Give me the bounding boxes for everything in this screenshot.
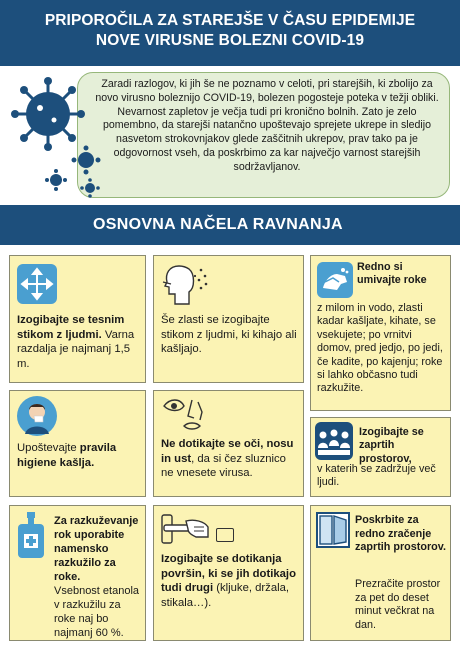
card-surfaces-bold: Izogibajte se dotikanja površin, ki se jih dotikajo tudi drugi (161, 553, 296, 594)
card-crowds-body (317, 463, 448, 490)
card-wash (310, 255, 451, 411)
card-wash-rest: z milom in vodo, zlasti kadar kašljate, kihate, se vsekujete; po vrnitvi domov, pred jedjo, po jedi, če kadite, po kajenju; roke si lahko občasno tudi razkužite. (317, 302, 443, 395)
card-distance (9, 255, 146, 383)
intro-text: Zaradi razlogov, ki jih še ne poznamo v celoti, pri starejših, ki zbolijo za novo virusno boleznijo COVID-19, bolezen pogosteje poteka v težji obliki. Nevarnost zapletov je večja tudi pri kronično bolnih. Zato je zelo pomembno, da starejši natančno upoštevajo sprejete ukrepe in sledijo nasvetom strokovnjakov glede zaščitnih ukrepov, prav tako pa je odgovornost vseh, da poskrbimo za kar največjo varnost starejših sodržavljanov. (95, 78, 439, 173)
card-crowds (310, 417, 451, 497)
card-ventilate (310, 505, 451, 641)
card-sanitizer-rest: Vsebnost etanola v razkužilu za roke naj bo najmanj 60 %. (54, 585, 140, 639)
section-title: OSNOVNA NAČELA RAVNANJA (0, 205, 460, 245)
card-ventilate-rest: Prezračite prostor za pet do deset minut večkrat na dan. (355, 578, 441, 631)
card-crowds-heading (359, 426, 448, 466)
hand-door-handle-icon (160, 513, 212, 545)
card-cough-bold: pravila higiene kašlja. (17, 442, 117, 469)
card-distance-rest: Varna razdalja je najmanj 1,5 m. (17, 328, 135, 370)
sanitizer-bottle-icon (16, 512, 46, 558)
card-sanitizer-heading (54, 514, 142, 584)
card-crowds-rest: v katerih se zadržuje več ljudi. (317, 463, 436, 489)
card-face (153, 390, 304, 497)
card-face-bold: Ne dotikajte se oči, nosu in ust (161, 438, 294, 465)
card-sneeze-rest: Še zlasti se izogibajte stikom z ljudmi, ki kihajo ali kašljajo. (161, 314, 297, 355)
card-ventilate-body (355, 578, 449, 632)
card-face-text (161, 437, 301, 481)
title-line-1: PRIPOROČILA ZA STAREJŠE V ČASU EPIDEMIJE (44, 12, 416, 29)
card-surfaces (153, 505, 304, 641)
crowd-icon (315, 422, 353, 460)
card-ventilate-bold: Poskrbite za redno zračenje zaprtih prostorov. (355, 514, 446, 554)
cart-icon (216, 528, 234, 542)
sneezing-person-icon (161, 262, 209, 306)
card-cough-pre: Upoštevajte (17, 442, 80, 454)
card-ventilate-heading (355, 514, 447, 555)
card-face-rest: , da si čez sluznico ne vnesete virusa. (161, 452, 286, 479)
face-touch-icon (162, 396, 206, 434)
card-distance-bold: Izogibajte se tesnim stikom z ljudmi. (17, 314, 125, 341)
title-line-2: NOVE VIRUSNE BOLEZNI COVID-19 (95, 32, 365, 49)
card-surfaces-text (161, 552, 301, 610)
card-wash-bold: Redno si umivajte roke (357, 261, 427, 287)
card-crowds-bold: Izogibajte se zaprtih prostorov, (359, 426, 424, 465)
card-cough-text (17, 441, 143, 470)
coughing-person-icon (17, 396, 57, 436)
intro-section (10, 72, 450, 198)
card-sanitizer-body (54, 584, 144, 640)
card-sneeze (153, 255, 304, 383)
card-distance-text (17, 313, 141, 371)
card-wash-heading (357, 261, 447, 288)
card-cough (9, 390, 146, 497)
window-icon (316, 512, 350, 548)
distance-arrows-icon (17, 264, 57, 304)
card-sanitizer (9, 505, 146, 641)
virus-icon (10, 76, 110, 198)
intro-box (77, 72, 450, 198)
page-title (0, 0, 460, 66)
card-sanitizer-bold: Za razkuževanje rok uporabite namensko razkužilo za roke. (54, 515, 139, 583)
card-wash-body (317, 302, 449, 396)
card-sneeze-text (161, 313, 301, 357)
card-surfaces-rest: (kljuke, držala, stikala…). (161, 582, 290, 609)
